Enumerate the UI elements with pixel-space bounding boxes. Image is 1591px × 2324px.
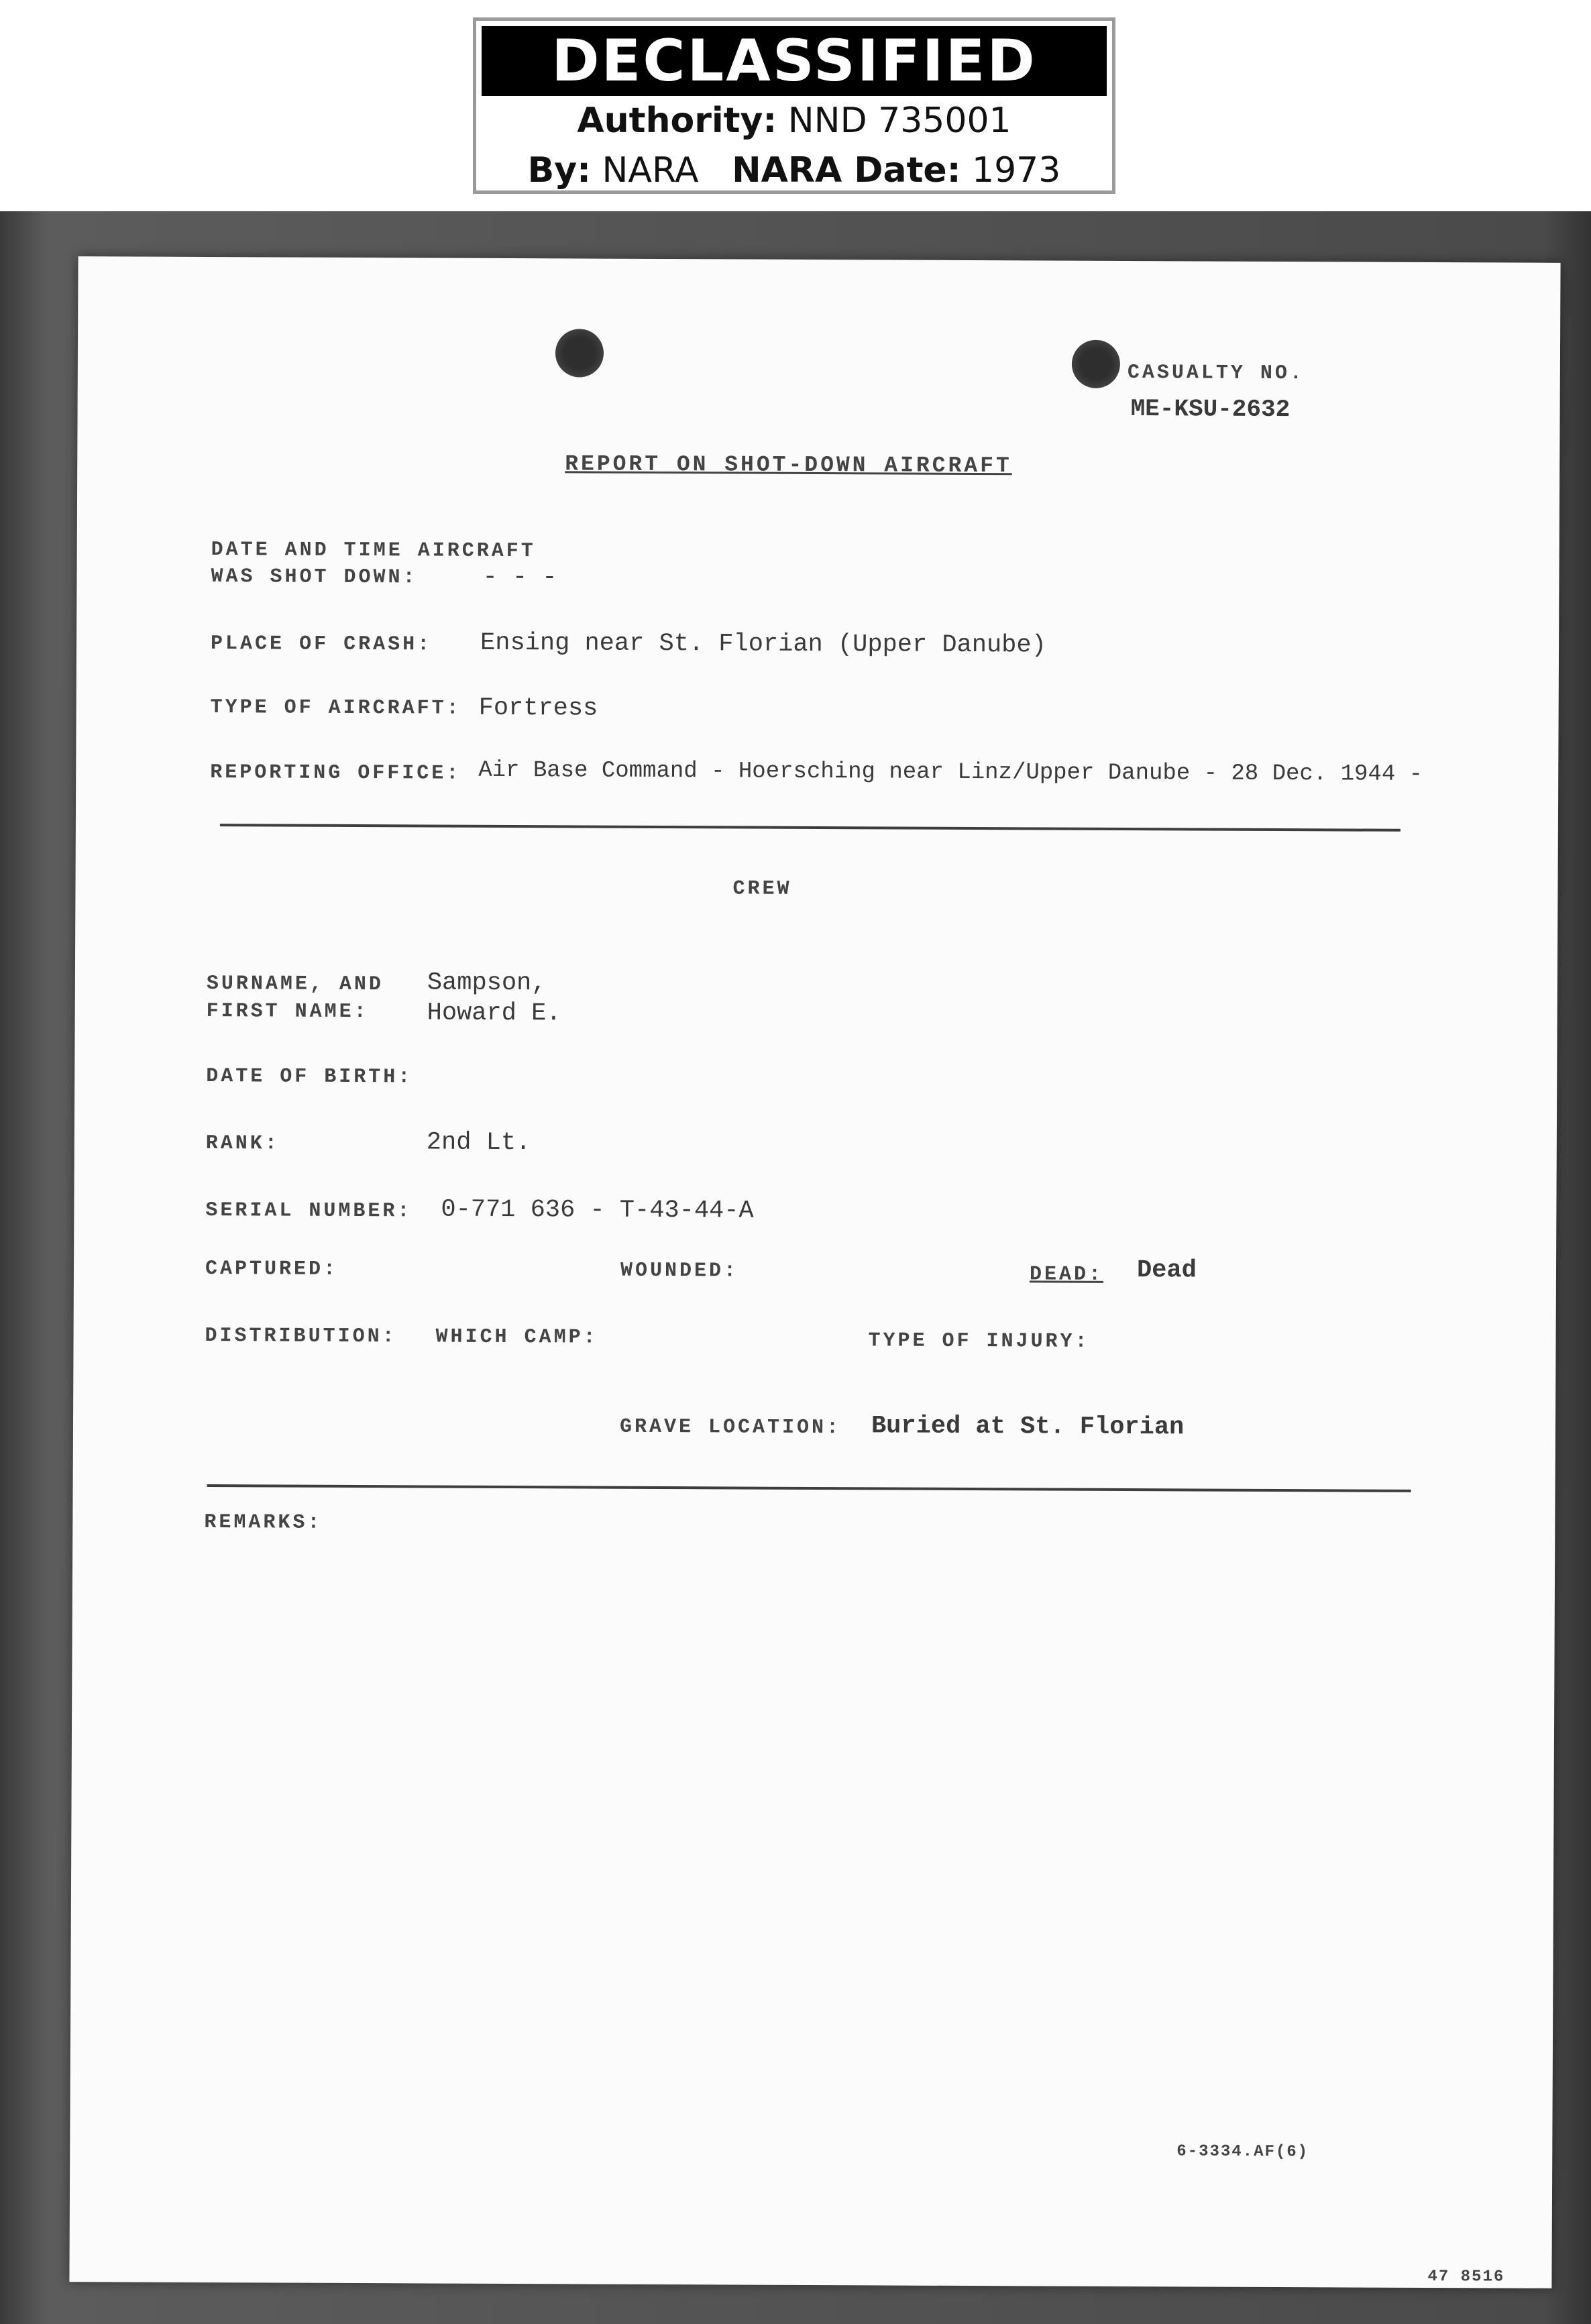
stamp-authority-line bbox=[476, 96, 1112, 146]
surname-label-line-2: FIRST NAME: bbox=[206, 1000, 369, 1024]
rank-label: RANK: bbox=[205, 1132, 280, 1156]
corner-number: 47 8516 bbox=[1427, 2268, 1505, 2286]
distribution-label: DISTRIBUTION: bbox=[205, 1325, 397, 1349]
rank-value: 2nd Lt. bbox=[426, 1128, 531, 1158]
stamp-title: DECLASSIFIED bbox=[482, 26, 1107, 96]
surname-value: Sampson, bbox=[427, 969, 547, 998]
stamp-authority-label: Authority: bbox=[577, 101, 777, 141]
date-label-line-1: DATE AND TIME AIRCRAFT bbox=[211, 539, 536, 563]
stamp-by-value: NARA bbox=[602, 150, 699, 190]
report-title: REPORT ON SHOT-DOWN AIRCRAFT bbox=[565, 451, 1012, 479]
remarks-label: REMARKS: bbox=[204, 1511, 323, 1535]
divider-top bbox=[220, 824, 1401, 832]
divider-bottom bbox=[207, 1484, 1411, 1492]
camp-label: WHICH CAMP: bbox=[435, 1325, 598, 1349]
grave-label: GRAVE LOCATION: bbox=[619, 1415, 842, 1440]
dead-label: DEAD: bbox=[1029, 1263, 1104, 1286]
captured-label: CAPTURED: bbox=[205, 1258, 339, 1281]
date-value: - - - bbox=[482, 563, 557, 592]
type-label: TYPE OF AIRCRAFT: bbox=[210, 696, 461, 720]
stamp-authority-value: NND 735001 bbox=[787, 101, 1011, 141]
stamp-by-line bbox=[476, 146, 1112, 195]
crew-heading: CREW bbox=[732, 877, 792, 901]
form-number: 6-3334.AF(6) bbox=[1176, 2142, 1309, 2162]
dead-value: Dead bbox=[1136, 1256, 1197, 1285]
date-label-line-2: WAS SHOT DOWN: bbox=[211, 565, 418, 590]
grave-value: Buried at St. Florian bbox=[871, 1412, 1185, 1442]
wounded-label: WOUNDED: bbox=[620, 1259, 739, 1283]
scan-frame bbox=[0, 211, 1591, 2324]
place-label: PLACE OF CRASH: bbox=[211, 632, 433, 657]
document-page bbox=[69, 256, 1560, 2288]
office-value: Air Base Command - Hoersching near Linz/Upper Danube - 28 Dec. 1944 - bbox=[478, 757, 1423, 787]
declassification-stamp bbox=[473, 17, 1115, 194]
type-value: Fortress bbox=[478, 694, 598, 723]
stamp-date-label: NARA Date: bbox=[732, 150, 961, 190]
surname-label-line-1: SURNAME, AND bbox=[206, 973, 384, 997]
punch-hole-right bbox=[1072, 340, 1120, 388]
casualty-number: ME-KSU-2632 bbox=[1130, 395, 1291, 424]
place-value: Ensing near St. Florian (Upper Danube) bbox=[480, 628, 1046, 660]
stamp-date-value: 1973 bbox=[972, 150, 1061, 190]
firstname-value: Howard E. bbox=[427, 999, 561, 1028]
stamp-by-label: By: bbox=[527, 150, 591, 190]
office-label: REPORTING OFFICE: bbox=[210, 761, 461, 785]
serial-label: SERIAL NUMBER: bbox=[205, 1199, 413, 1223]
injury-label: TYPE OF INJURY: bbox=[868, 1329, 1090, 1353]
punch-hole-left bbox=[555, 329, 604, 377]
casualty-label: CASUALTY NO. bbox=[1127, 362, 1305, 386]
serial-value: 0-771 636 - T-43-44-A bbox=[441, 1195, 754, 1225]
birth-label: DATE OF BIRTH: bbox=[206, 1065, 413, 1089]
